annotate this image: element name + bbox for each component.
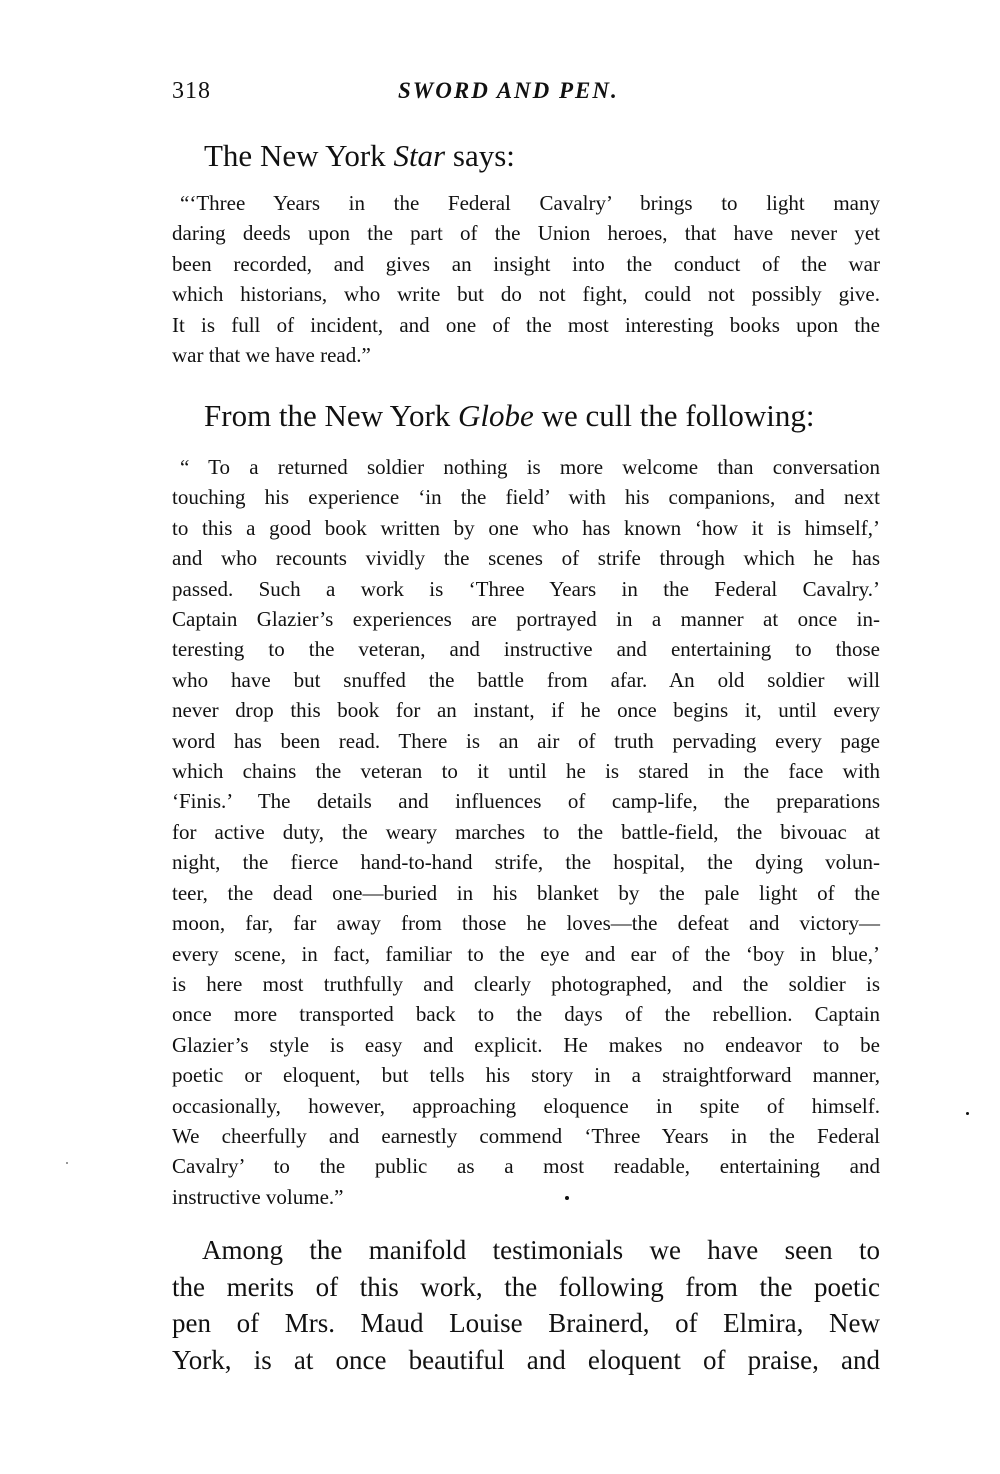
quote-line: which chains the veteran to it until he is stared in the face with bbox=[172, 759, 880, 784]
quote-line: Glazier’s style is easy and explicit. He makes no endeavor to be bbox=[172, 1032, 880, 1057]
quote-line: passed. Such a work is ‘Three Years in the Federal Cavalry.’ bbox=[172, 576, 880, 601]
quote-line: touching his experience ‘in the field’ with his companions, and next bbox=[172, 485, 880, 510]
quote-line: teresting to the veteran, and instructive and entertaining to those bbox=[172, 637, 880, 662]
heading-text: From the New York bbox=[204, 398, 459, 433]
quote-line: never drop this book for an instant, if he once begins it, until every bbox=[172, 698, 880, 723]
paragraph-line: the merits of this work, the following from the poetic bbox=[172, 1271, 880, 1302]
quote-line: which historians, who write but do not fight, could not possibly give. bbox=[172, 282, 880, 307]
quote-globe bbox=[172, 452, 880, 1212]
quote-line: once more transported back to the days of the rebellion. Captain bbox=[172, 1002, 880, 1027]
quote-line: occasionally, however, approaching eloquence in spite of himself. bbox=[172, 1093, 880, 1118]
newspaper-name: Globe bbox=[458, 398, 534, 433]
quote-star bbox=[172, 188, 880, 370]
quote-line: for active duty, the weary marches to the battle-field, the bivouac at bbox=[172, 819, 880, 844]
running-title: SWORD AND PEN. bbox=[398, 78, 619, 103]
quote-line: It is full of incident, and one of the most interesting books upon the bbox=[172, 312, 880, 337]
heading-text: says: bbox=[445, 138, 515, 173]
quote-line: who have but snuffed the battle from afar. An old soldier will bbox=[172, 667, 880, 692]
quote-line: teer, the dead one—buried in his blanket by the pale light of the bbox=[172, 880, 880, 905]
scan-speck bbox=[565, 1196, 569, 1200]
quote-line: to this a good book written by one who has known ‘how it is himself,’ bbox=[172, 515, 880, 540]
quote-line: poetic or eloquent, but tells his story in a straightforward manner, bbox=[172, 1063, 880, 1088]
scan-speck bbox=[66, 1162, 68, 1164]
heading-text: The New York bbox=[204, 138, 394, 173]
quote-line: “ To a returned soldier nothing is more welcome than conversation bbox=[180, 455, 880, 479]
newspaper-name: Star bbox=[393, 138, 446, 173]
heading-text: we cull the following: bbox=[533, 398, 815, 433]
page-number: 318 bbox=[172, 78, 211, 104]
quote-line: and who recounts vividly the scenes of strife through which he has bbox=[172, 546, 880, 571]
quote-line: daring deeds upon the part of the Union heroes, that have never yet bbox=[172, 221, 880, 246]
quote-line: been recorded, and gives an insight into the conduct of the war bbox=[172, 251, 880, 276]
scan-speck bbox=[966, 1112, 969, 1115]
paragraph-line: Among the manifold testimonials we have seen to bbox=[202, 1235, 880, 1265]
quote-line: night, the fierce hand-to-hand strife, the hospital, the dying volun- bbox=[172, 850, 880, 875]
quote-line: We cheerfully and earnestly commend ‘Three Years in the Federal bbox=[172, 1123, 880, 1148]
quote-line: instructive volume.” bbox=[172, 1184, 344, 1209]
paragraph-line: pen of Mrs. Maud Louise Brainerd, of Elmira, New bbox=[172, 1308, 880, 1338]
quote-line: every scene, in fact, familiar to the eye and ear of the ‘boy in blue,’ bbox=[172, 941, 880, 966]
section-heading-star bbox=[204, 138, 515, 174]
quote-line: “‘Three Years in the Federal Cavalry’ brings to light many bbox=[180, 191, 880, 215]
section-heading-globe bbox=[204, 398, 814, 434]
quote-line: is here most truthfully and clearly photographed, and the soldier is bbox=[172, 971, 880, 996]
quote-line: ‘Finis.’ The details and influences of camp-life, the preparations bbox=[172, 789, 880, 814]
quote-line: Captain Glazier’s experiences are portrayed in a manner at once in- bbox=[172, 607, 880, 632]
closing-paragraph bbox=[172, 1232, 880, 1378]
paragraph-line: York, is at once beautiful and eloquent of praise, and bbox=[172, 1344, 880, 1375]
quote-line: moon, far, far away from those he loves—the defeat and victory— bbox=[172, 911, 880, 936]
quote-line: war that we have read.” bbox=[172, 343, 371, 368]
quote-line: word has been read. There is an air of truth pervading every page bbox=[172, 728, 880, 753]
quote-line: Cavalry’ to the public as a most readable, entertaining and bbox=[172, 1154, 880, 1179]
running-head bbox=[172, 78, 892, 114]
